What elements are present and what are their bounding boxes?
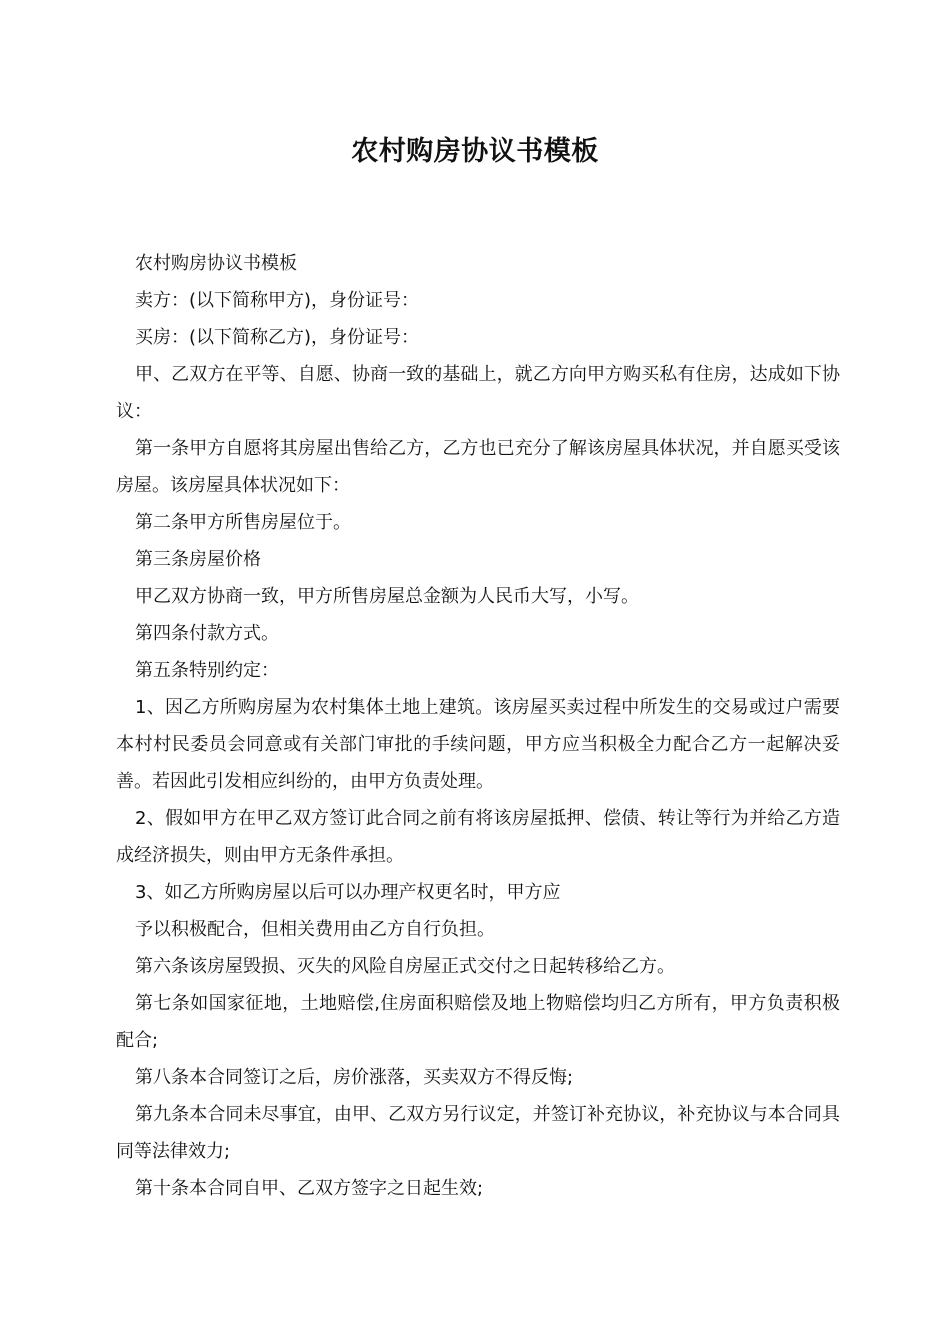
paragraph-clause-1: 1、因乙方所购房屋为农村集体土地上建筑。该房屋买卖过程中所发生的交易或过户需要本村村民委员会同意或有关部门审批的手续问题，甲方应当积极全力配合乙方一起解决妥善。若因此引发相应纠纷的，由甲方负责处理。 [116,697,840,792]
paragraph-article-2: 第二条甲方所售房屋位于。 [135,512,351,533]
paragraph-seller: 卖方：(以下简称甲方)，身份证号： [135,290,420,311]
paragraph-article-8: 第八条本合同签订之后，房价涨落，买卖双方不得反悔; [135,1067,574,1088]
paragraph-clause-3-cont: 予以积极配合，但相关费用由乙方自行负担。 [135,919,495,940]
paragraph-clause-3: 3、如乙方所购房屋以后可以办理产权更名时，甲方应 [135,882,561,903]
paragraph-article-9: 第九条本合同未尽事宜，由甲、乙双方另行议定，并签订补充协议，补充协议与本合同具同等法律效力; [116,1104,840,1162]
paragraph-article-4: 第四条付款方式。 [135,623,279,644]
paragraph-clause-2: 2、假如甲方在甲乙双方签订此合同之前有将该房屋抵押、偿债、转让等行为并给乙方造成经济损失，则由甲方无条件承担。 [116,808,840,866]
document-body [116,245,840,1207]
paragraph-article-5: 第五条特别约定： [135,660,279,681]
paragraph-price: 甲乙双方协商一致，甲方所售房屋总金额为人民币大写，小写。 [135,586,639,607]
paragraph-article-10: 第十条本合同自甲、乙双方签字之日起生效; [135,1178,484,1199]
paragraph-preamble: 甲、乙双方在平等、自愿、协商一致的基础上，就乙方向甲方购买私有住房，达成如下协议： [116,364,840,422]
paragraph-subtitle: 农村购房协议书模板 [135,253,297,274]
paragraph-buyer: 买房：(以下简称乙方)，身份证号： [135,327,420,348]
paragraph-article-3: 第三条房屋价格 [135,549,261,570]
document-title: 农村购房协议书模板 [351,136,599,167]
paragraph-article-7: 第七条如国家征地，土地赔偿,住房面积赔偿及地上物赔偿均归乙方所有，甲方负责积极配合; [116,993,840,1051]
paragraph-article-1: 第一条甲方自愿将其房屋出售给乙方，乙方也已充分了解该房屋具体状况，并自愿买受该房屋。该房屋具体状况如下： [116,438,840,496]
paragraph-article-6: 第六条该房屋毁损、灭失的风险自房屋正式交付之日起转移给乙方。 [135,956,675,977]
